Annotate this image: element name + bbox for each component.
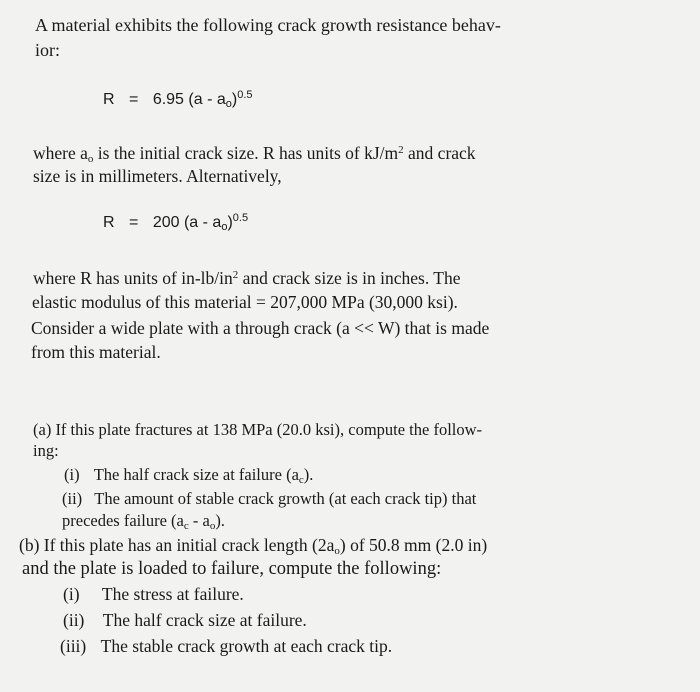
part-a-ii-text: The amount of stable crack growth (at each crack tip) that (94, 489, 477, 508)
part-b-line-1 (19, 535, 487, 555)
part-b-i-text: The stress at failure. (101, 584, 244, 604)
eq2-coef: 200 (152, 214, 180, 231)
where2-pre: where R has units of in-lb/in (33, 268, 233, 288)
part-b-line-2: and the plate is loaded to failure, compute the following: (22, 559, 442, 579)
part-b-l1-sub: o (334, 545, 340, 557)
intro-line-1: A material exhibits the following crack growth resistance behav- (35, 15, 501, 35)
part-a-ii-l2-sub1: c (183, 520, 189, 532)
eq2-exponent: 0.5 (232, 212, 249, 224)
intro-line-2: ior: (35, 40, 60, 60)
where2-line-2: elastic modulus of this material = 207,000 MPa (30,000 ksi). (32, 292, 458, 312)
equation-2 (103, 213, 248, 233)
part-b-l1-post: ) of 50.8 mm (2.0 in) (339, 535, 488, 555)
eq1-coef: 6.95 (152, 91, 184, 108)
eq2-equals: = (129, 214, 139, 231)
where2-line-3: Consider a wide plate with a through crack (a << W) that is made (31, 318, 490, 338)
where1-sup: 2 (398, 144, 404, 156)
eq2-paren-close: ) (227, 214, 233, 231)
eq1-paren-close: ) (231, 91, 238, 108)
part-b-item-iii (60, 636, 392, 656)
part-a-ii-l2-end: ). (215, 511, 225, 530)
part-b-i-label: (i) (63, 584, 80, 604)
equation-1 (103, 90, 253, 110)
part-a-ii-label: (ii) (62, 489, 83, 508)
part-a-i-sub: c (298, 474, 304, 486)
eq2-paren-open: (a - a (183, 214, 222, 231)
part-a-i-label: (i) (64, 465, 80, 484)
where1-pre: where a (33, 143, 88, 163)
part-a-line-1: (a) If this plate fractures at 138 MPa (20.0 ksi), compute the follow- (33, 420, 483, 439)
eq1-paren-open: (a - a (188, 91, 226, 108)
part-b-l1-pre: (b) If this plate has an initial crack length (2a (19, 535, 335, 555)
where2-sup: 2 (232, 269, 239, 281)
eq2-sub: o (221, 221, 228, 233)
where2-post: and crack size is in inches. The (238, 268, 461, 288)
eq1-sub: o (225, 98, 232, 110)
eq1-lhs: R (103, 91, 115, 108)
where1-sub: o (87, 153, 94, 165)
part-a-item-ii-line-1 (62, 489, 476, 509)
part-b-iii-label: (iii) (60, 636, 87, 656)
part-a-i-text: The half crack size at failure (a (93, 465, 299, 484)
eq2-lhs: R (103, 214, 115, 231)
part-b-ii-label: (ii) (63, 610, 85, 630)
where1-line-1 (33, 143, 476, 163)
where2-line-4: from this material. (31, 342, 161, 362)
part-b-iii-text: The stable crack growth at each crack tip. (100, 636, 393, 656)
part-b-item-ii (63, 610, 307, 630)
eq1-equals: = (129, 91, 139, 108)
part-a-i-end: ). (303, 465, 314, 484)
part-a-item-i (64, 465, 313, 485)
part-a-ii-l2-pre: precedes failure (a (62, 511, 184, 530)
part-b-ii-text: The half crack size at failure. (102, 610, 307, 630)
where1-line-2: size is in millimeters. Alternatively, (33, 166, 282, 186)
where1-end: and crack (403, 143, 476, 163)
part-b-item-i (63, 584, 244, 604)
part-a-ii-l2-mid: - a (188, 511, 210, 530)
where2-line-1 (33, 268, 461, 288)
part-a-ii-l2-sub2: o (209, 520, 216, 532)
part-a-line-2: ing: (33, 441, 59, 460)
part-a-item-ii-line-2 (62, 511, 225, 531)
eq1-exponent: 0.5 (237, 89, 253, 101)
where1-post: is the initial crack size. R has units of kJ/m (93, 143, 399, 163)
